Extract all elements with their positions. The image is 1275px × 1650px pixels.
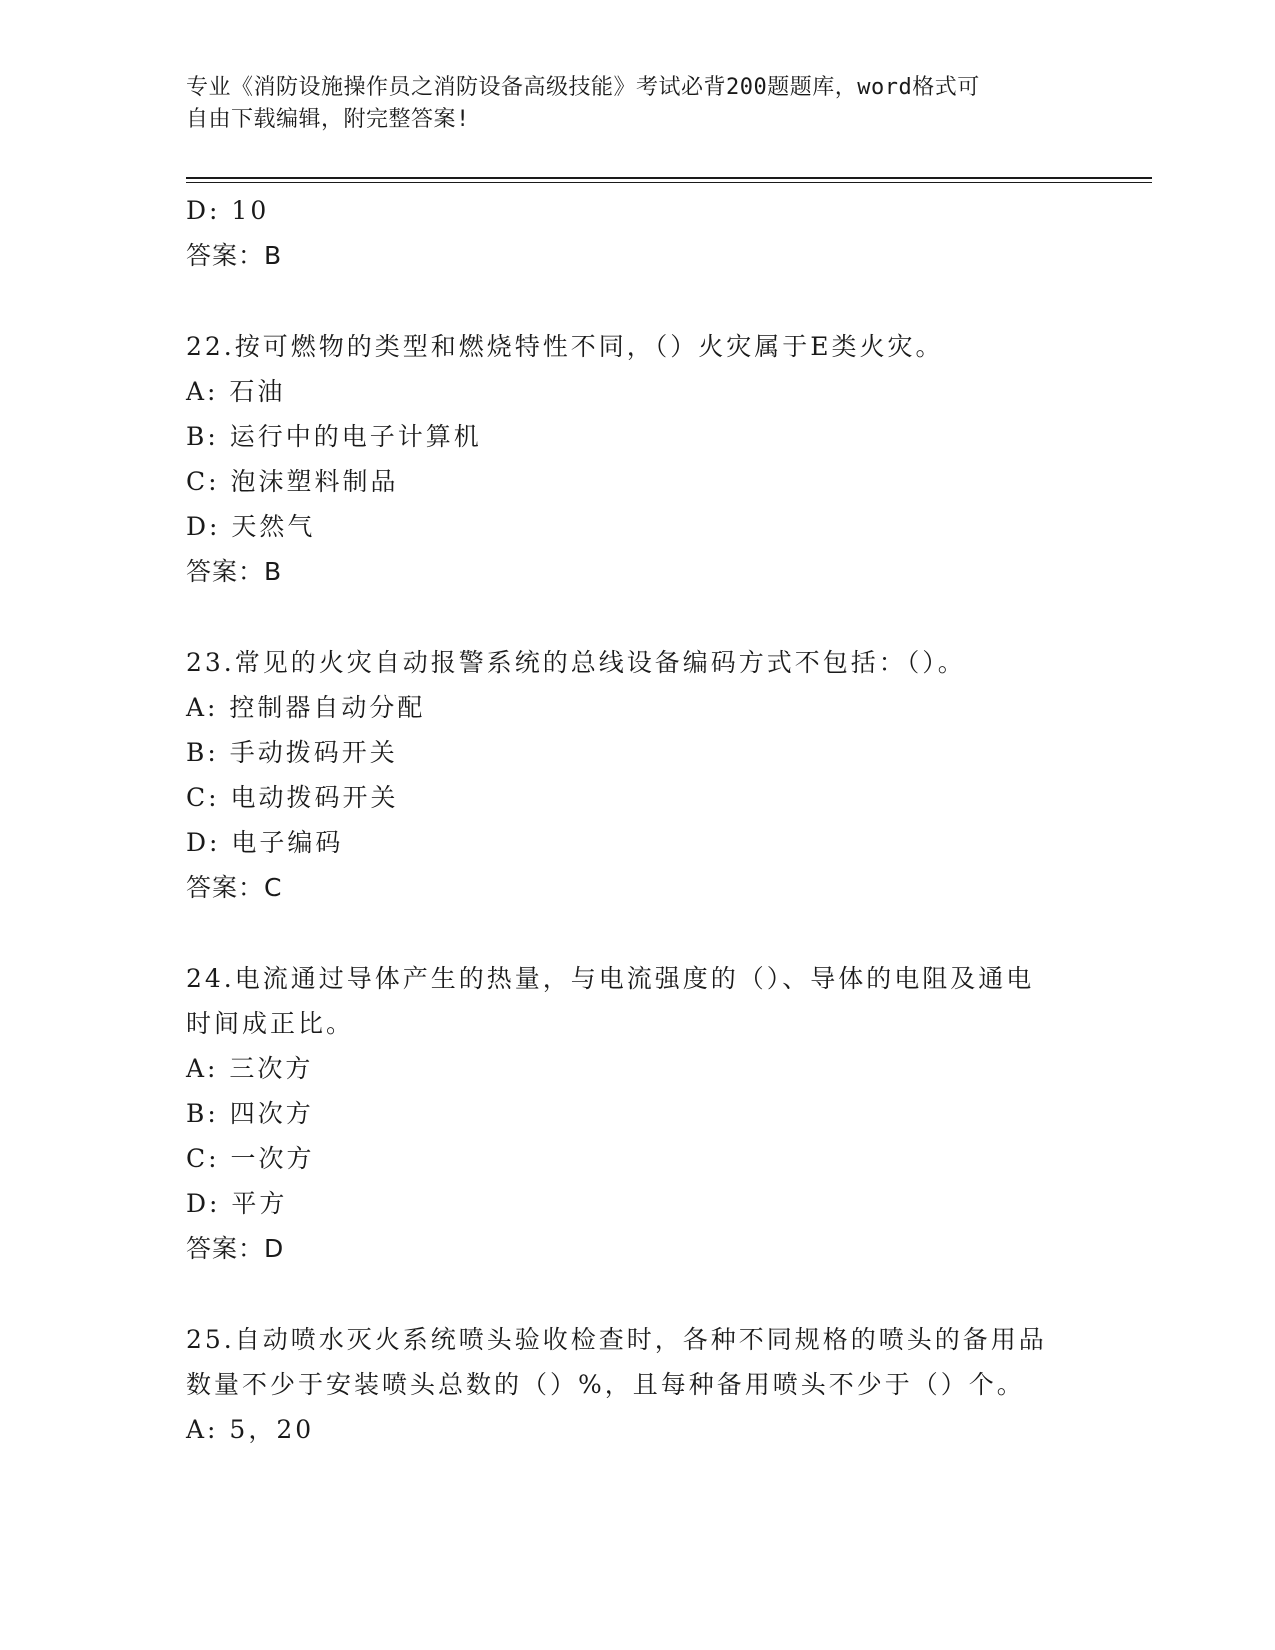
spacer	[186, 279, 1086, 324]
option-b: B: 四次方	[186, 1099, 314, 1128]
option-b: B: 运行中的电子计算机	[186, 422, 482, 451]
answer-line: 答案：B	[186, 241, 283, 270]
question-24	[186, 956, 1086, 1272]
question-22	[186, 324, 1086, 595]
option-a: A: 石油	[186, 377, 286, 406]
spacer	[186, 911, 1086, 956]
question-stem-line-1: 24.电流通过导体产生的热量，与电流强度的（）、导体的电阻及通电	[186, 964, 1035, 993]
option-c: C: 电动拨码开关	[186, 783, 399, 812]
spacer	[186, 1272, 1086, 1317]
document-header	[186, 72, 1066, 136]
option-c: C: 泡沫塑料制品	[186, 467, 399, 496]
question-list	[186, 188, 1086, 1452]
option-a: A: 控制器自动分配	[186, 693, 426, 722]
option-d: D: 天然气	[186, 512, 316, 541]
answer-line: 答案：B	[186, 557, 283, 586]
header-divider-thick	[186, 177, 1152, 179]
option-a: A: 三次方	[186, 1054, 314, 1083]
option-d: D: 电子编码	[186, 828, 344, 857]
question-stem-line-1: 25.自动喷水灭火系统喷头验收检查时，各种不同规格的喷头的备用品	[186, 1325, 1047, 1354]
header-line-1: 专业《消防设施操作员之消防设备高级技能》考试必背200题题库，word格式可	[186, 75, 980, 100]
question-stem: 22.按可燃物的类型和燃烧特性不同，（）火灾属于E类火灾。	[186, 332, 944, 361]
previous-question-tail	[186, 188, 1086, 279]
option-d: D: 10	[186, 196, 270, 225]
question-stem-line-2: 时间成正比。	[186, 1009, 355, 1038]
header-divider-thin	[186, 182, 1152, 183]
question-stem: 23.常见的火灾自动报警系统的总线设备编码方式不包括：（）。	[186, 648, 966, 677]
question-23	[186, 640, 1086, 911]
answer-line: 答案：C	[186, 873, 283, 902]
question-stem-line-2: 数量不少于安装喷头总数的（）%，且每种备用喷头不少于（）个。	[186, 1370, 1025, 1399]
option-b: B: 手动拨码开关	[186, 738, 398, 767]
header-line-2: 自由下载编辑，附完整答案!	[186, 107, 470, 132]
spacer	[186, 595, 1086, 640]
option-c: C: 一次方	[186, 1144, 315, 1173]
option-a: A: 5，20	[186, 1415, 315, 1444]
answer-line: 答案：D	[186, 1234, 285, 1263]
option-d: D: 平方	[186, 1189, 288, 1218]
question-25	[186, 1317, 1086, 1452]
